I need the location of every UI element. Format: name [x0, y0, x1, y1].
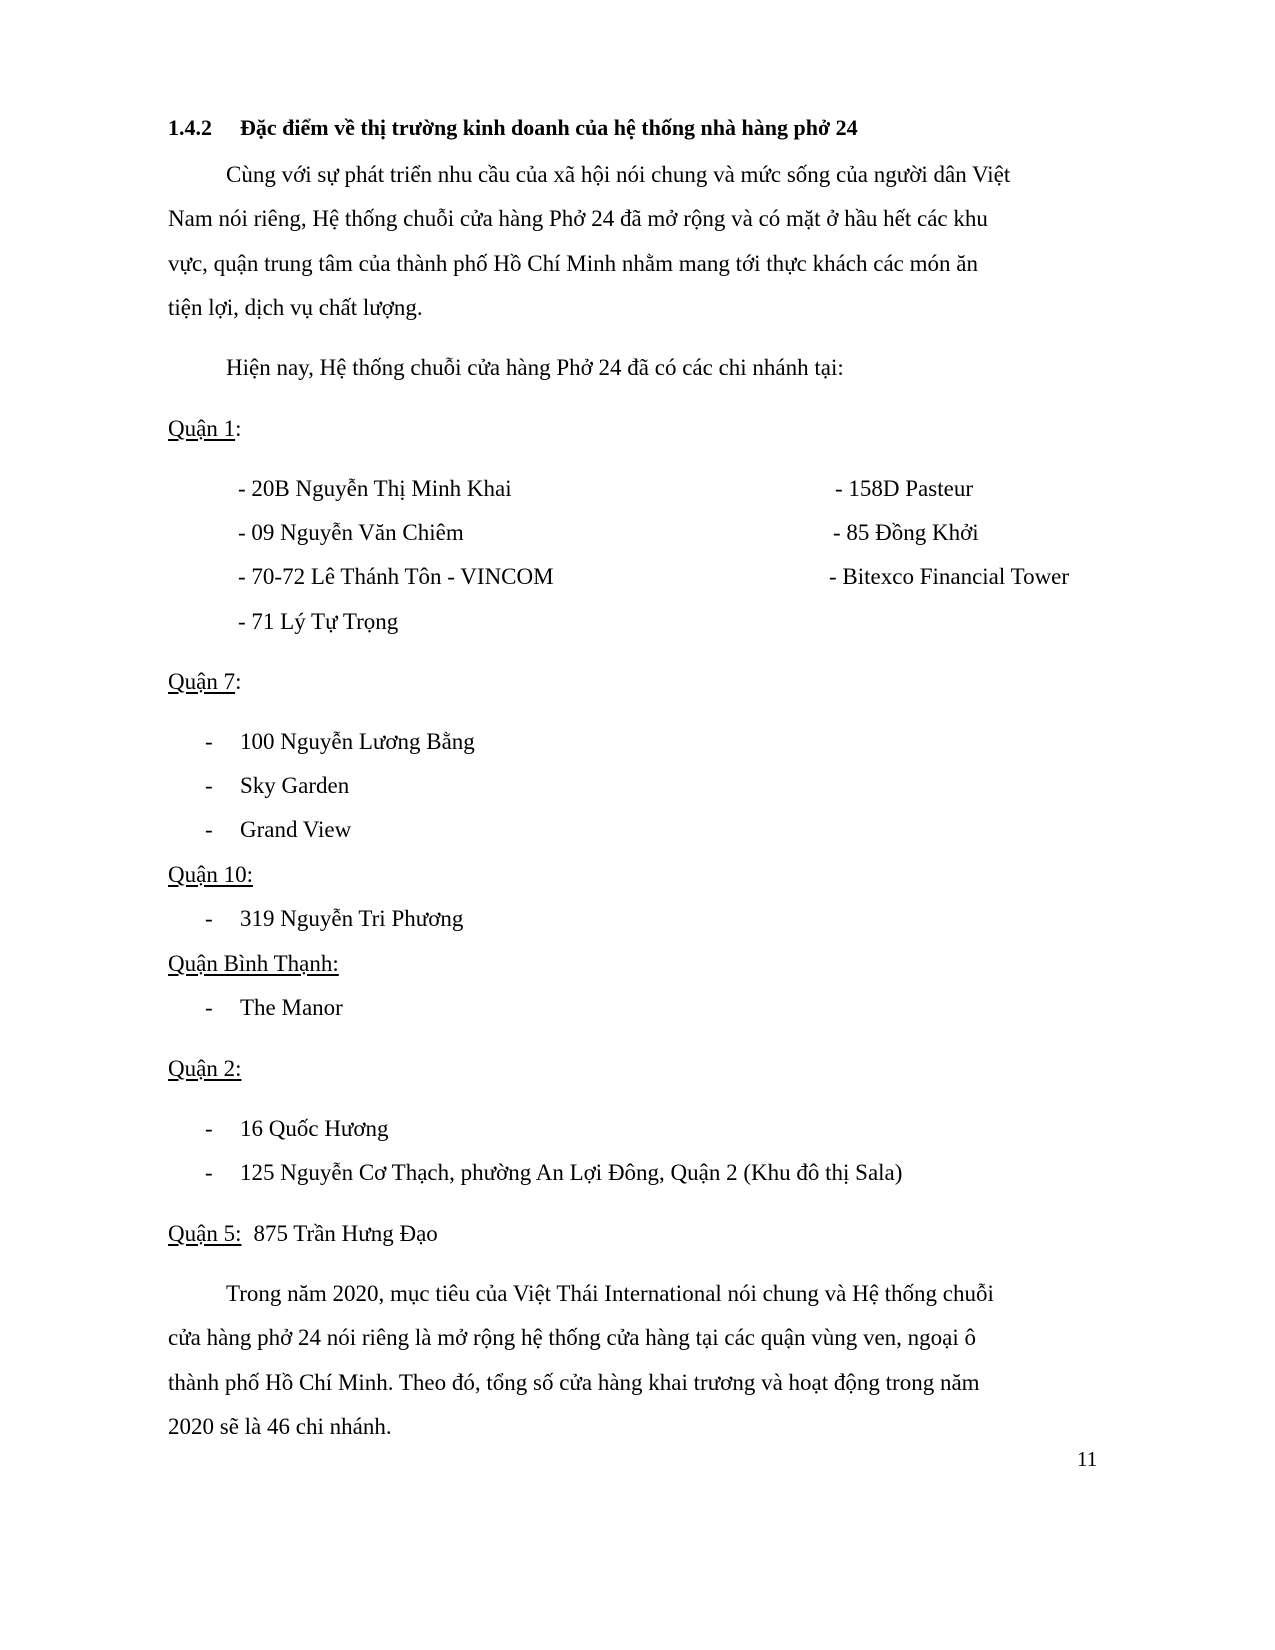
district-heading-binh-thanh: Quận Bình Thạnh: — [168, 951, 339, 976]
closing-line-3: thành phố Hồ Chí Minh. Theo đó, tổng số cửa hàng khai trương và hoạt động trong năm — [168, 1370, 980, 1395]
intro-line-3: vực, quận trung tâm của thành phố Hồ Chí Minh nhằm mang tới thực khách các món ăn — [168, 251, 978, 276]
closing-line-2: cửa hàng phở 24 nói riêng là mở rộng hệ thống cửa hàng tại các quận vùng ven, ngoại ô — [168, 1325, 977, 1350]
district-heading-q10: Quận 10: — [168, 862, 253, 887]
branch-item: - Bitexco Financial Tower — [829, 564, 1070, 589]
branch-item: - 71 Lý Tự Trọng — [238, 609, 399, 634]
branch-item: - 70-72 Lê Thánh Tôn - VINCOM — [238, 564, 554, 589]
branch-item: Sky Garden — [240, 773, 350, 798]
district-heading-q7: Quận 7: — [168, 669, 242, 694]
branch-item: 100 Nguyễn Lương Bằng — [240, 729, 475, 754]
closing-line-4: 2020 sẽ là 46 chi nhánh. — [168, 1414, 392, 1439]
intro-line-2: Nam nói riêng, Hệ thống chuỗi cửa hàng Phở 24 đã mở rộng và có mặt ở hầu hết các khu — [168, 206, 988, 231]
branch-item: Grand View — [240, 817, 352, 842]
bullet-dash: - — [205, 773, 213, 798]
bullet-dash: - — [205, 817, 213, 842]
branch-item: 875 Trần Hưng Đạo — [253, 1221, 438, 1246]
branch-item: - 20B Nguyễn Thị Minh Khai — [238, 476, 512, 501]
intro-line-1: Cùng với sự phát triển nhu cầu của xã hội nói chung và mức sống của người dân Việt — [226, 162, 1011, 187]
district-heading-q1: Quận 1: — [168, 416, 242, 441]
branch-item: - 158D Pasteur — [835, 476, 973, 501]
bullet-dash: - — [205, 729, 213, 754]
branch-item: 125 Nguyễn Cơ Thạch, phường An Lợi Đông, Quận 2 (Khu đô thị Sala) — [240, 1160, 903, 1185]
branch-item: - 85 Đồng Khởi — [833, 520, 979, 545]
closing-line-1: Trong năm 2020, mục tiêu của Việt Thái International nói chung và Hệ thống chuỗi — [226, 1281, 994, 1306]
district-heading-q2: Quận 2: — [168, 1056, 242, 1081]
branch-item: The Manor — [240, 995, 343, 1020]
district-label: Quận 5: — [168, 1221, 242, 1246]
bullet-dash: - — [205, 906, 213, 931]
branches-intro: Hiện nay, Hệ thống chuỗi cửa hàng Phở 24 đã có các chi nhánh tại: — [226, 355, 844, 380]
section-number: 1.4.2 — [168, 115, 212, 140]
page-number: 11 — [1077, 1447, 1098, 1471]
section-heading — [168, 117, 858, 139]
section-title: Đặc điểm về thị trường kinh doanh của hệ thống nhà hàng phở 24 — [240, 115, 858, 140]
bullet-dash: - — [205, 1160, 213, 1185]
bullet-dash: - — [205, 1116, 213, 1141]
branch-item: - 09 Nguyễn Văn Chiêm — [238, 520, 464, 545]
district-heading-q5 — [168, 1222, 438, 1245]
district-label: Quận 1 — [168, 416, 236, 441]
intro-line-4: tiện lợi, dịch vụ chất lượng. — [168, 295, 423, 320]
bullet-dash: - — [205, 995, 213, 1020]
branch-item: 16 Quốc Hương — [240, 1116, 389, 1141]
branch-item: 319 Nguyễn Tri Phương — [240, 906, 464, 931]
district-label: Quận 7 — [168, 669, 236, 694]
